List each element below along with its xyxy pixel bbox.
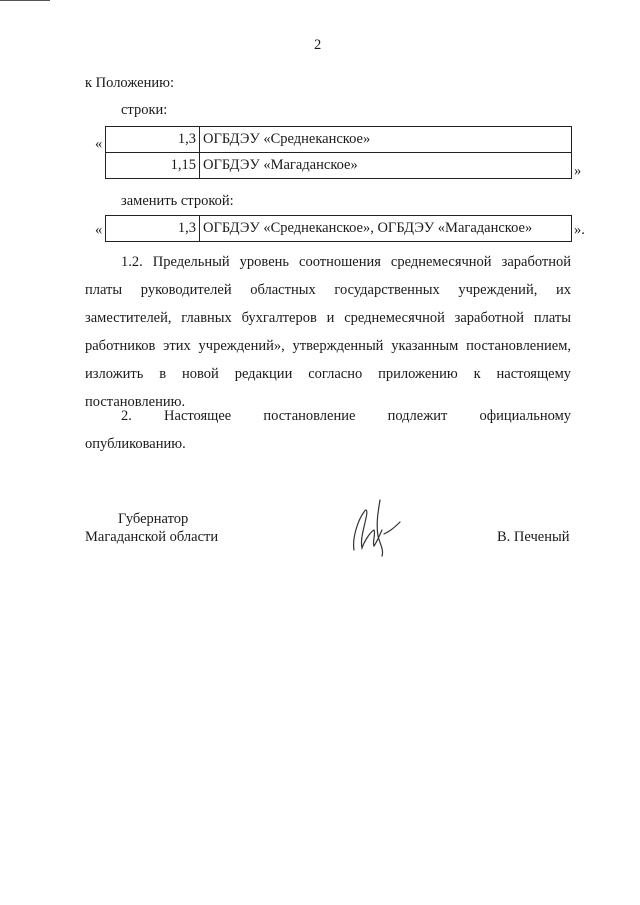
row-value: 1,15: [106, 153, 200, 179]
row-name: ОГБДЭУ «Среднеканское»: [200, 127, 572, 153]
row-value: 1,3: [106, 127, 200, 153]
paragraph-line: 2. Настоящее постановление подлежит официальному: [121, 408, 571, 424]
table-row: [106, 153, 572, 179]
paragraph-line: работников этих учреждений», утвержденный указанным постановлением,: [85, 338, 571, 354]
page-number: 2: [314, 37, 322, 53]
paragraph-line: платы руководителей областных государственных учреждений, их: [85, 282, 571, 298]
paragraph-line: 1.2. Предельный уровень соотношения среднемесячной заработной: [121, 254, 571, 270]
rows-label: строки:: [121, 102, 168, 118]
paragraph-1-2: [85, 248, 571, 416]
close-quote: ».: [574, 222, 585, 238]
row-value: 1,3: [106, 216, 200, 242]
table-row: [106, 216, 572, 242]
row-name: ОГБДЭУ «Магаданское»: [200, 153, 572, 179]
old-rows-table: [105, 126, 572, 179]
handwritten-signature: [340, 490, 412, 562]
paragraph-line: изложить в новой редакции согласно приложению к настоящему: [85, 366, 571, 382]
open-quote: «: [95, 136, 103, 152]
open-quote: «: [95, 222, 103, 238]
row-name: ОГБДЭУ «Среднеканское», ОГБДЭУ «Магаданское»: [200, 216, 572, 242]
paragraph-2: [85, 402, 571, 458]
new-row-table: [105, 215, 572, 242]
paragraph-line: постановлению.: [85, 394, 186, 410]
intro-line: к Положению:: [85, 75, 174, 91]
close-quote: »: [574, 163, 582, 179]
signer-title: Губернатор: [118, 511, 189, 527]
paragraph-line: опубликованию.: [85, 436, 186, 452]
table-row: [106, 127, 572, 153]
signer-region: Магаданской области: [85, 529, 219, 545]
signer-name: В. Печеный: [497, 529, 570, 545]
replace-label: заменить строкой:: [121, 193, 234, 209]
paragraph-line: заместителей, главных бухгалтеров и среднемесячной заработной платы: [85, 310, 571, 326]
top-edge-mark: [0, 0, 50, 1]
